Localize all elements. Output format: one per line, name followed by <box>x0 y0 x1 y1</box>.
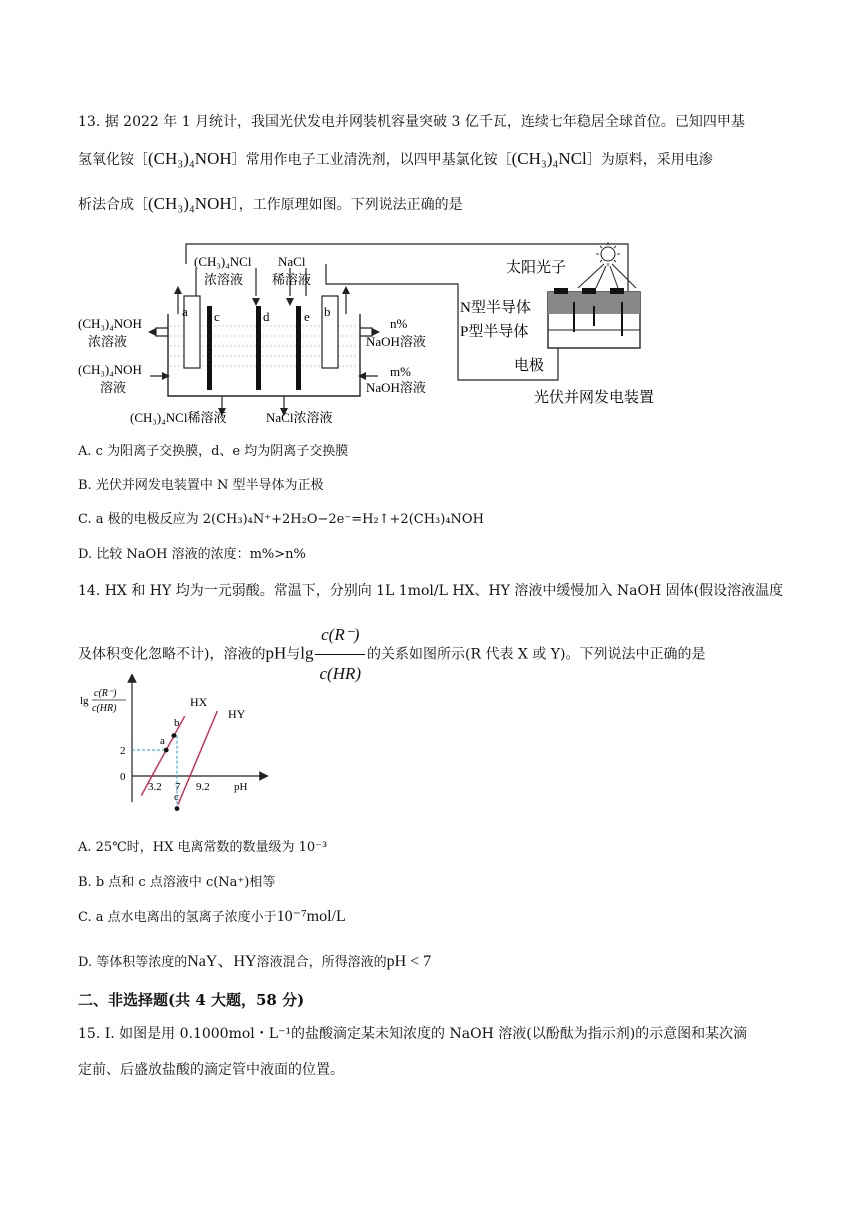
section-heading: 二、非选择题(共 4 大题，58 分) <box>78 991 305 1009</box>
p-type-label: P型半导体 <box>460 324 529 340</box>
q13-text: ］为原料，采用电渗 <box>586 152 713 168</box>
y-label-den: c(HR) <box>92 703 117 714</box>
point-b-label: b <box>174 717 180 729</box>
right-in-label-b: NaOH溶液 <box>366 380 426 395</box>
q13-line2 <box>78 148 788 171</box>
q13-option-c: C. a 极的电极反应为 2(CH₃)₄N⁺+2H₂O−2e⁻=H₂↑+2(CH₃)₄NOH <box>78 512 484 527</box>
q13-line3 <box>78 193 788 216</box>
q14-option-a: A. 25℃时，HX 电离常数的数量级为 10⁻³ <box>78 840 328 855</box>
formula-ncl: (CH₃)₄NCl <box>511 149 587 168</box>
point-a <box>164 748 169 753</box>
point-a-label: a <box>160 735 165 747</box>
right-out-label-b: NaOH溶液 <box>366 334 426 349</box>
q13-option-d: D. 比较 NaOH 溶液的浓度：m%>n% <box>78 547 306 562</box>
q13-text: ］常用作电子工业清洗剂，以四甲基氯化铵［ <box>231 152 512 168</box>
formula-ph: pH <box>265 643 287 663</box>
q13-text: ］，工作原理如图。下列说法正确的是 <box>231 197 463 213</box>
fraction-denominator: c(HR) <box>319 664 362 683</box>
q14-text: 的关系如图所示(R 代表 X 或 Y)。下列说法中正确的是 <box>367 646 706 663</box>
right-in-label: m% <box>390 364 411 379</box>
left-out-label-b: 浓溶液 <box>88 334 128 349</box>
q13-text: 氢氧化铵［ <box>78 152 148 168</box>
label-a: a <box>182 304 188 319</box>
x-tick-7: 7 <box>175 781 181 793</box>
formula-lg: lg <box>300 643 314 663</box>
bottom-label-1: (CH₃)₄NCl稀溶液 <box>130 410 227 425</box>
x-tick-9.2: 9.2 <box>196 781 210 793</box>
pv-device-label: 光伏并网发电装置 <box>534 390 655 406</box>
sun-icon <box>578 242 636 288</box>
electrode-label: 电极 <box>514 358 545 374</box>
q13-option-a: A. c 为阳离子交换膜，d、e 均为阴离子交换膜 <box>78 444 349 459</box>
x-label: pH <box>234 781 248 793</box>
label-d: d <box>263 309 270 324</box>
option-d-formula: NaY、HY <box>187 953 257 970</box>
label-c: c <box>214 309 220 324</box>
sun-label: 太阳光子 <box>506 260 567 276</box>
fraction-numerator: c(R⁻) <box>315 616 365 655</box>
bottom-label-2: NaCl浓溶液 <box>266 410 333 425</box>
option-d-text: 溶液混合，所得溶液的 <box>256 955 387 970</box>
point-b <box>171 733 176 738</box>
formula-noh: (CH₃)₄NOH <box>148 194 232 213</box>
y-label-lg: lg <box>80 695 89 707</box>
q15-line1: 15. Ⅰ. 如图是用 0.1000mol・L⁻¹的盐酸滴定某未知浓度的 NaOH 溶液(以酚酞为指示剂)的示意图和某次滴 <box>78 1026 748 1042</box>
y-label-num: c(R⁻) <box>94 688 117 699</box>
top-label-1b: 浓溶液 <box>204 272 244 287</box>
q14-option-d <box>78 948 431 971</box>
formula-noh: (CH₃)₄NOH <box>148 149 232 168</box>
q15-line2: 定前、后盛放盐酸的滴定管中液面的位置。 <box>78 1062 344 1078</box>
left-out-label: (CH₃)₄NOH <box>78 316 142 331</box>
y-tick-2: 2 <box>120 745 126 757</box>
electrodialysis-diagram <box>78 236 718 431</box>
option-d-ph: pH < 7 <box>386 953 432 970</box>
option-c-formula: 10⁻⁷mol/L <box>276 908 346 925</box>
top-label-2: NaCl <box>278 254 306 269</box>
x-tick-3.2: 3.2 <box>148 781 162 793</box>
left-in-label-b: 溶液 <box>100 380 127 395</box>
series-hx-label: HX <box>190 695 208 709</box>
left-in-label: (CH₃)₄NOH <box>78 362 142 377</box>
right-out-label: n% <box>390 316 408 331</box>
q14-option-c <box>78 906 346 926</box>
label-e: e <box>304 309 310 324</box>
ph-lg-graph <box>78 674 278 814</box>
q14-option-b: B. b 点和 c 点溶液中 c(Na⁺)相等 <box>78 875 276 890</box>
top-label-1: (CH₃)₄NCl <box>194 254 252 269</box>
q13-line1: 13. 据 2022 年 1 月统计，我国光伏发电并网装机容量突破 3 亿千瓦，连续七年稳居全球首位。已知四甲基 <box>78 114 745 130</box>
top-label-2b: 稀溶液 <box>272 272 312 287</box>
y-tick-0: 0 <box>120 771 126 783</box>
n-type-label: N型半导体 <box>460 300 531 316</box>
point-c-label: c <box>174 791 179 803</box>
membrane-c <box>207 306 212 390</box>
q14-text: 及体积变化忽略不计)，溶液的 <box>78 646 266 663</box>
option-d-text: D. 等体积等浓度的 <box>78 955 188 970</box>
q13-text: 析法合成［ <box>78 197 148 213</box>
series-hy-label: HY <box>228 707 246 721</box>
membrane-d <box>256 306 261 390</box>
point-c <box>175 806 180 811</box>
option-c-text: C. a 点水电离出的氢离子浓度小于 <box>78 910 277 925</box>
fraction-cr-chr <box>315 616 365 693</box>
q14-line1: 14. HX 和 HY 均为一元弱酸。常温下，分别向 1L 1mol/L HX、HY 溶液中缓慢加入 NaOH 固体(假设溶液温度 <box>78 583 784 599</box>
q14-text: 与 <box>286 646 301 663</box>
q13-option-b: B. 光伏并网发电装置中 N 型半导体为正极 <box>78 478 324 493</box>
label-b: b <box>324 304 331 319</box>
membrane-e <box>296 306 301 390</box>
